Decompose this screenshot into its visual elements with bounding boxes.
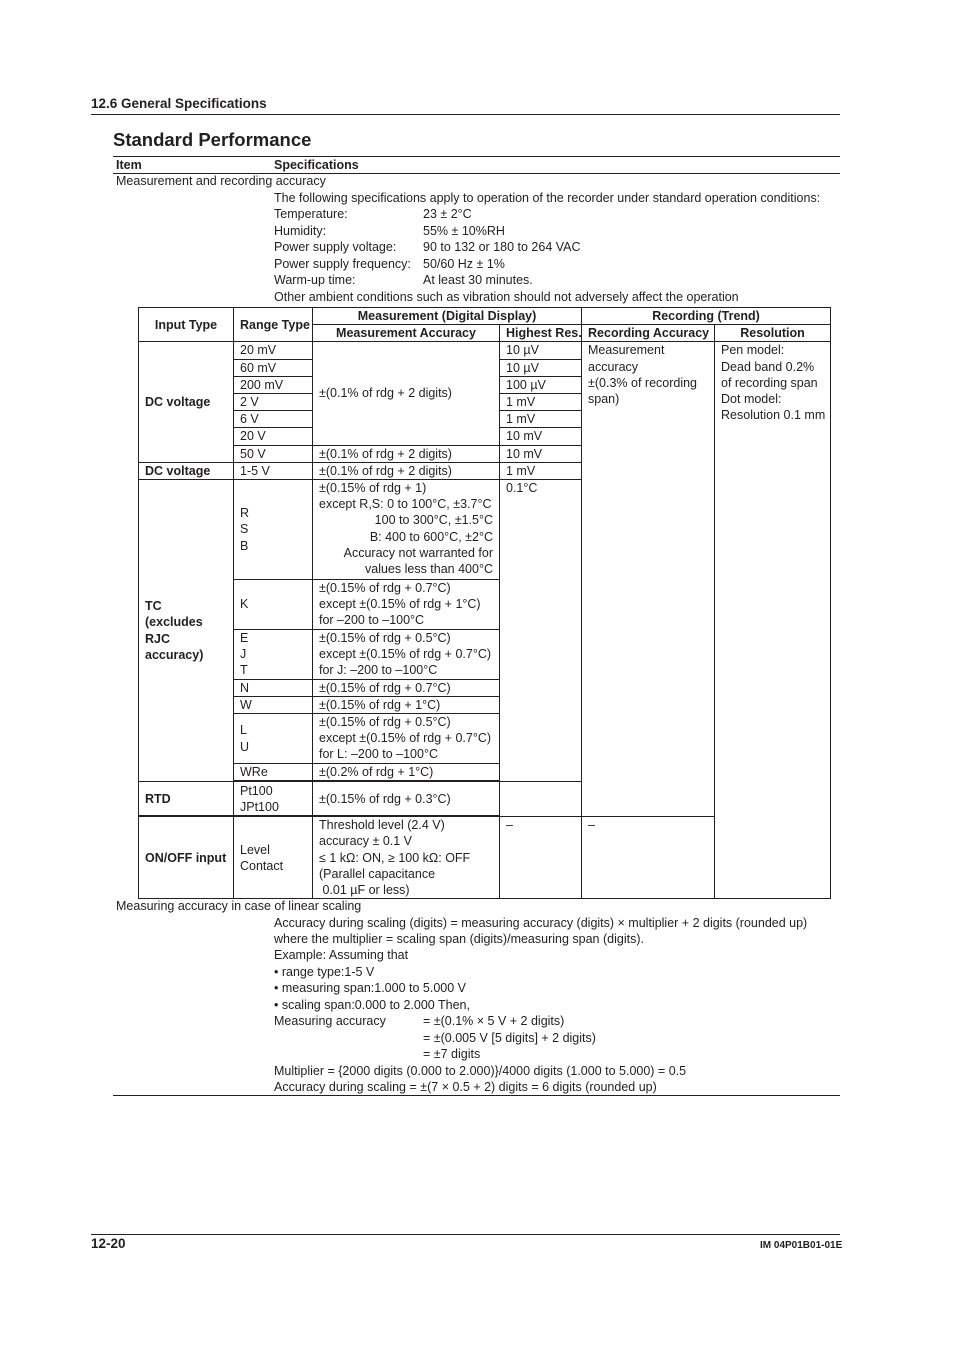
rec-accuracy-line: span) xyxy=(588,392,620,407)
res-cell: 10 mV xyxy=(500,428,582,445)
calc-line: = ±(0.005 V [5 digits] + 2 digits) xyxy=(423,1030,596,1045)
range-cell: 2 V xyxy=(234,394,313,411)
scaling-line: where the multiplier = scaling span (digits)/measuring span (digits). xyxy=(274,932,644,946)
accuracy-line: B: 400 to 600°C, ±2°C xyxy=(369,529,493,544)
condition-humidity-value: 55% ± 10%RH xyxy=(423,223,505,238)
dc-accuracy-cell: ±(0.1% of rdg + 2 digits) xyxy=(313,342,500,445)
accuracy-intro: The following specifications apply to operation of the recorder under standard operation conditions: xyxy=(274,190,821,205)
calc-line: = ±7 digits xyxy=(423,1047,481,1061)
resolution-cell xyxy=(715,342,831,899)
res-cell: 1 mV xyxy=(500,462,582,479)
document-id: IM 04P01B01-01E xyxy=(760,1240,843,1251)
range-cell: 50 V xyxy=(234,445,313,462)
accuracy-line: for J: –200 to –100°C xyxy=(319,663,438,678)
res-cell: 10 mV xyxy=(500,445,582,462)
tc-k-accuracy xyxy=(313,580,500,630)
range-type-header: Range Type xyxy=(234,308,313,342)
recording-accuracy-header: Recording Accuracy xyxy=(582,325,715,342)
dc-50v-accuracy-cell: ±(0.1% of rdg + 2 digits) xyxy=(313,445,500,462)
onoff-range xyxy=(234,817,313,899)
condition-voltage-value: 90 to 132 or 180 to 264 VAC xyxy=(423,240,581,254)
tc-type-line: TC xyxy=(145,599,162,614)
condition-temperature-value: 23 ± 2°C xyxy=(423,207,472,221)
range-line: U xyxy=(240,739,250,754)
accuracy-line: 100 to 300°C, ±1.5°C xyxy=(374,513,493,528)
res-cell: 10 µV xyxy=(500,359,582,376)
measurement-accuracy-header: Measurement Accuracy xyxy=(313,325,500,342)
tc-type-line: (excludes xyxy=(145,615,203,630)
accuracy-line: except R,S: 0 to 100°C, ±3.7°C xyxy=(319,497,492,512)
multiplier-line: Multiplier = {2000 digits (0.000 to 2.000)}/4000 digits (1.000 to 5.000) = 0.5 xyxy=(274,1063,687,1078)
accuracy-line: Threshold level (2.4 V) xyxy=(319,818,445,833)
tc-ejt-range xyxy=(234,629,313,679)
specifications-column-header: Specifications xyxy=(274,158,359,172)
accuracy-line: ±(0.15% of rdg + 1) xyxy=(319,481,427,496)
input-type-header: Input Type xyxy=(139,308,234,342)
range-line: E xyxy=(240,630,249,645)
range-line: J xyxy=(240,646,247,661)
range-cell: 1-5 V xyxy=(234,462,313,479)
tc-wre-accuracy: ±(0.2% of rdg + 1°C) xyxy=(313,764,500,781)
accuracy-table xyxy=(138,307,831,899)
recording-header: Recording (Trend) xyxy=(582,308,831,325)
accuracy-line: Accuracy not warranted for xyxy=(343,545,493,560)
range-line: S xyxy=(240,522,249,537)
onoff-res: – xyxy=(500,817,582,899)
scaling-line: Example: Assuming that xyxy=(274,948,409,962)
res-cell: 10 µV xyxy=(500,342,582,359)
range-cell: 200 mV xyxy=(234,376,313,393)
condition-humidity-label: Humidity: xyxy=(274,223,327,238)
accuracy-line: except ±(0.15% of rdg + 0.7°C) xyxy=(319,731,492,746)
resolution-line: Dot model: xyxy=(721,392,782,407)
res-cell: 1 mV xyxy=(500,394,582,411)
scaling-line: • range type:1-5 V xyxy=(274,964,375,979)
range-line: Level xyxy=(240,842,270,857)
dc-voltage-15-type: DC voltage xyxy=(139,462,234,479)
resolution-header: Resolution xyxy=(715,325,831,342)
range-line: Pt100 xyxy=(240,783,273,798)
tc-w-range: W xyxy=(234,696,313,713)
column-top-rule xyxy=(113,156,840,157)
accuracy-line: ±(0.15% of rdg + 0.7°C) xyxy=(319,581,451,596)
res-cell: 1 mV xyxy=(500,411,582,428)
tc-n-range: N xyxy=(234,679,313,696)
rec-accuracy-line: accuracy xyxy=(588,359,639,374)
scaling-item-label: Measuring accuracy in case of linear scaling xyxy=(116,899,362,913)
rec-accuracy-line: Measurement xyxy=(588,343,665,358)
section-end-rule xyxy=(113,1095,840,1096)
section-heading: 12.6 General Specifications xyxy=(91,96,267,111)
condition-warmup-value: At least 30 minutes. xyxy=(423,273,533,287)
scaling-line: • measuring span:1.000 to 5.000 V xyxy=(274,981,467,995)
condition-temperature-label: Temperature: xyxy=(274,207,348,221)
tc-rsb-accuracy xyxy=(313,480,500,580)
resolution-line: Dead band 0.2% xyxy=(721,359,815,374)
accuracy-line: ±(0.15% of rdg + 0.5°C) xyxy=(319,630,451,645)
range-cell: 6 V xyxy=(234,411,313,428)
ambient-note: Other ambient conditions such as vibration should not adversely affect the operation xyxy=(274,289,739,304)
footer-rule xyxy=(91,1234,840,1235)
result-line: Accuracy during scaling = ±(7 × 0.5 + 2) digits = 6 digits (rounded up) xyxy=(274,1080,657,1094)
tc-wre-range: WRe xyxy=(234,764,313,781)
accuracy-item-label: Measurement and recording accuracy xyxy=(116,174,326,188)
recording-accuracy-cell xyxy=(582,342,715,817)
tc-rsb-range xyxy=(234,480,313,580)
accuracy-line: accuracy ± 0.1 V xyxy=(319,834,413,849)
header-rule xyxy=(91,114,840,115)
range-line: Contact xyxy=(240,858,284,873)
tc-res-cell: 0.1°C xyxy=(500,480,582,782)
resolution-line: of recording span xyxy=(721,375,818,390)
rtd-accuracy: ±(0.15% of rdg + 0.3°C) xyxy=(313,782,500,816)
condition-warmup-label: Warm-up time: xyxy=(274,273,356,287)
accuracy-cell: ±(0.1% of rdg + 2 digits) xyxy=(313,462,500,479)
range-line: L xyxy=(240,723,247,738)
rec-accuracy-line: ±(0.3% of recording xyxy=(588,375,698,390)
range-line: R xyxy=(240,506,250,521)
tc-type xyxy=(139,480,234,782)
tc-k-range: K xyxy=(234,580,313,630)
accuracy-line: for –200 to –100°C xyxy=(319,613,425,628)
measurement-header: Measurement (Digital Display) xyxy=(313,308,582,325)
calc-label: Measuring accuracy xyxy=(274,1014,386,1028)
tc-n-accuracy: ±(0.15% of rdg + 0.7°C) xyxy=(313,679,500,696)
accuracy-line: (Parallel capacitance xyxy=(319,866,436,881)
range-line: B xyxy=(240,538,249,553)
accuracy-line: except ±(0.15% of rdg + 1°C) xyxy=(319,597,481,612)
range-cell: 60 mV xyxy=(234,359,313,376)
range-cell: 20 V xyxy=(234,428,313,445)
accuracy-line: 0.01 µF or less) xyxy=(319,883,410,898)
calc-line: = ±(0.1% × 5 V + 2 digits) xyxy=(423,1014,565,1028)
range-cell: 20 mV xyxy=(234,342,313,359)
onoff-type: ON/OFF input xyxy=(139,817,234,899)
onoff-rec-accuracy: – xyxy=(582,817,715,899)
tc-w-accuracy: ±(0.15% of rdg + 1°C) xyxy=(313,696,500,713)
tc-lu-accuracy xyxy=(313,714,500,764)
condition-frequency-value: 50/60 Hz ± 1% xyxy=(423,256,505,271)
highest-res-header: Highest Res. xyxy=(500,325,582,342)
item-column-header: Item xyxy=(116,158,142,172)
res-cell: 100 µV xyxy=(500,376,582,393)
scaling-line: • scaling span:0.000 to 2.000 Then, xyxy=(274,997,470,1012)
tc-ejt-accuracy xyxy=(313,629,500,679)
condition-voltage-label: Power supply voltage: xyxy=(274,240,397,254)
resolution-line: Resolution 0.1 mm xyxy=(721,408,826,423)
accuracy-line: ≤ 1 kΩ: ON, ≥ 100 kΩ: OFF xyxy=(319,850,471,865)
page-number: 12-20 xyxy=(91,1236,126,1251)
page-title: Standard Performance xyxy=(113,129,312,150)
dc-voltage-type: DC voltage xyxy=(139,342,234,462)
range-line: T xyxy=(240,663,248,678)
rtd-range xyxy=(234,782,313,816)
accuracy-line: for L: –200 to –100°C xyxy=(319,747,438,762)
accuracy-line: ±(0.15% of rdg + 0.5°C) xyxy=(319,715,451,730)
scaling-line: Accuracy during scaling (digits) = measuring accuracy (digits) × multiplier + 2 digits (rounded up) xyxy=(274,915,808,930)
accuracy-line: except ±(0.15% of rdg + 0.7°C) xyxy=(319,646,492,661)
rtd-type: RTD xyxy=(139,782,234,816)
accuracy-line: values less than 400°C xyxy=(365,562,493,577)
resolution-line: Pen model: xyxy=(721,343,785,358)
onoff-accuracy xyxy=(313,817,500,899)
tc-type-line: accuracy) xyxy=(145,647,204,662)
tc-lu-range xyxy=(234,714,313,764)
range-line: JPt100 xyxy=(240,799,279,814)
condition-frequency-label: Power supply frequency: xyxy=(274,256,411,271)
tc-type-line: RJC xyxy=(145,631,171,646)
